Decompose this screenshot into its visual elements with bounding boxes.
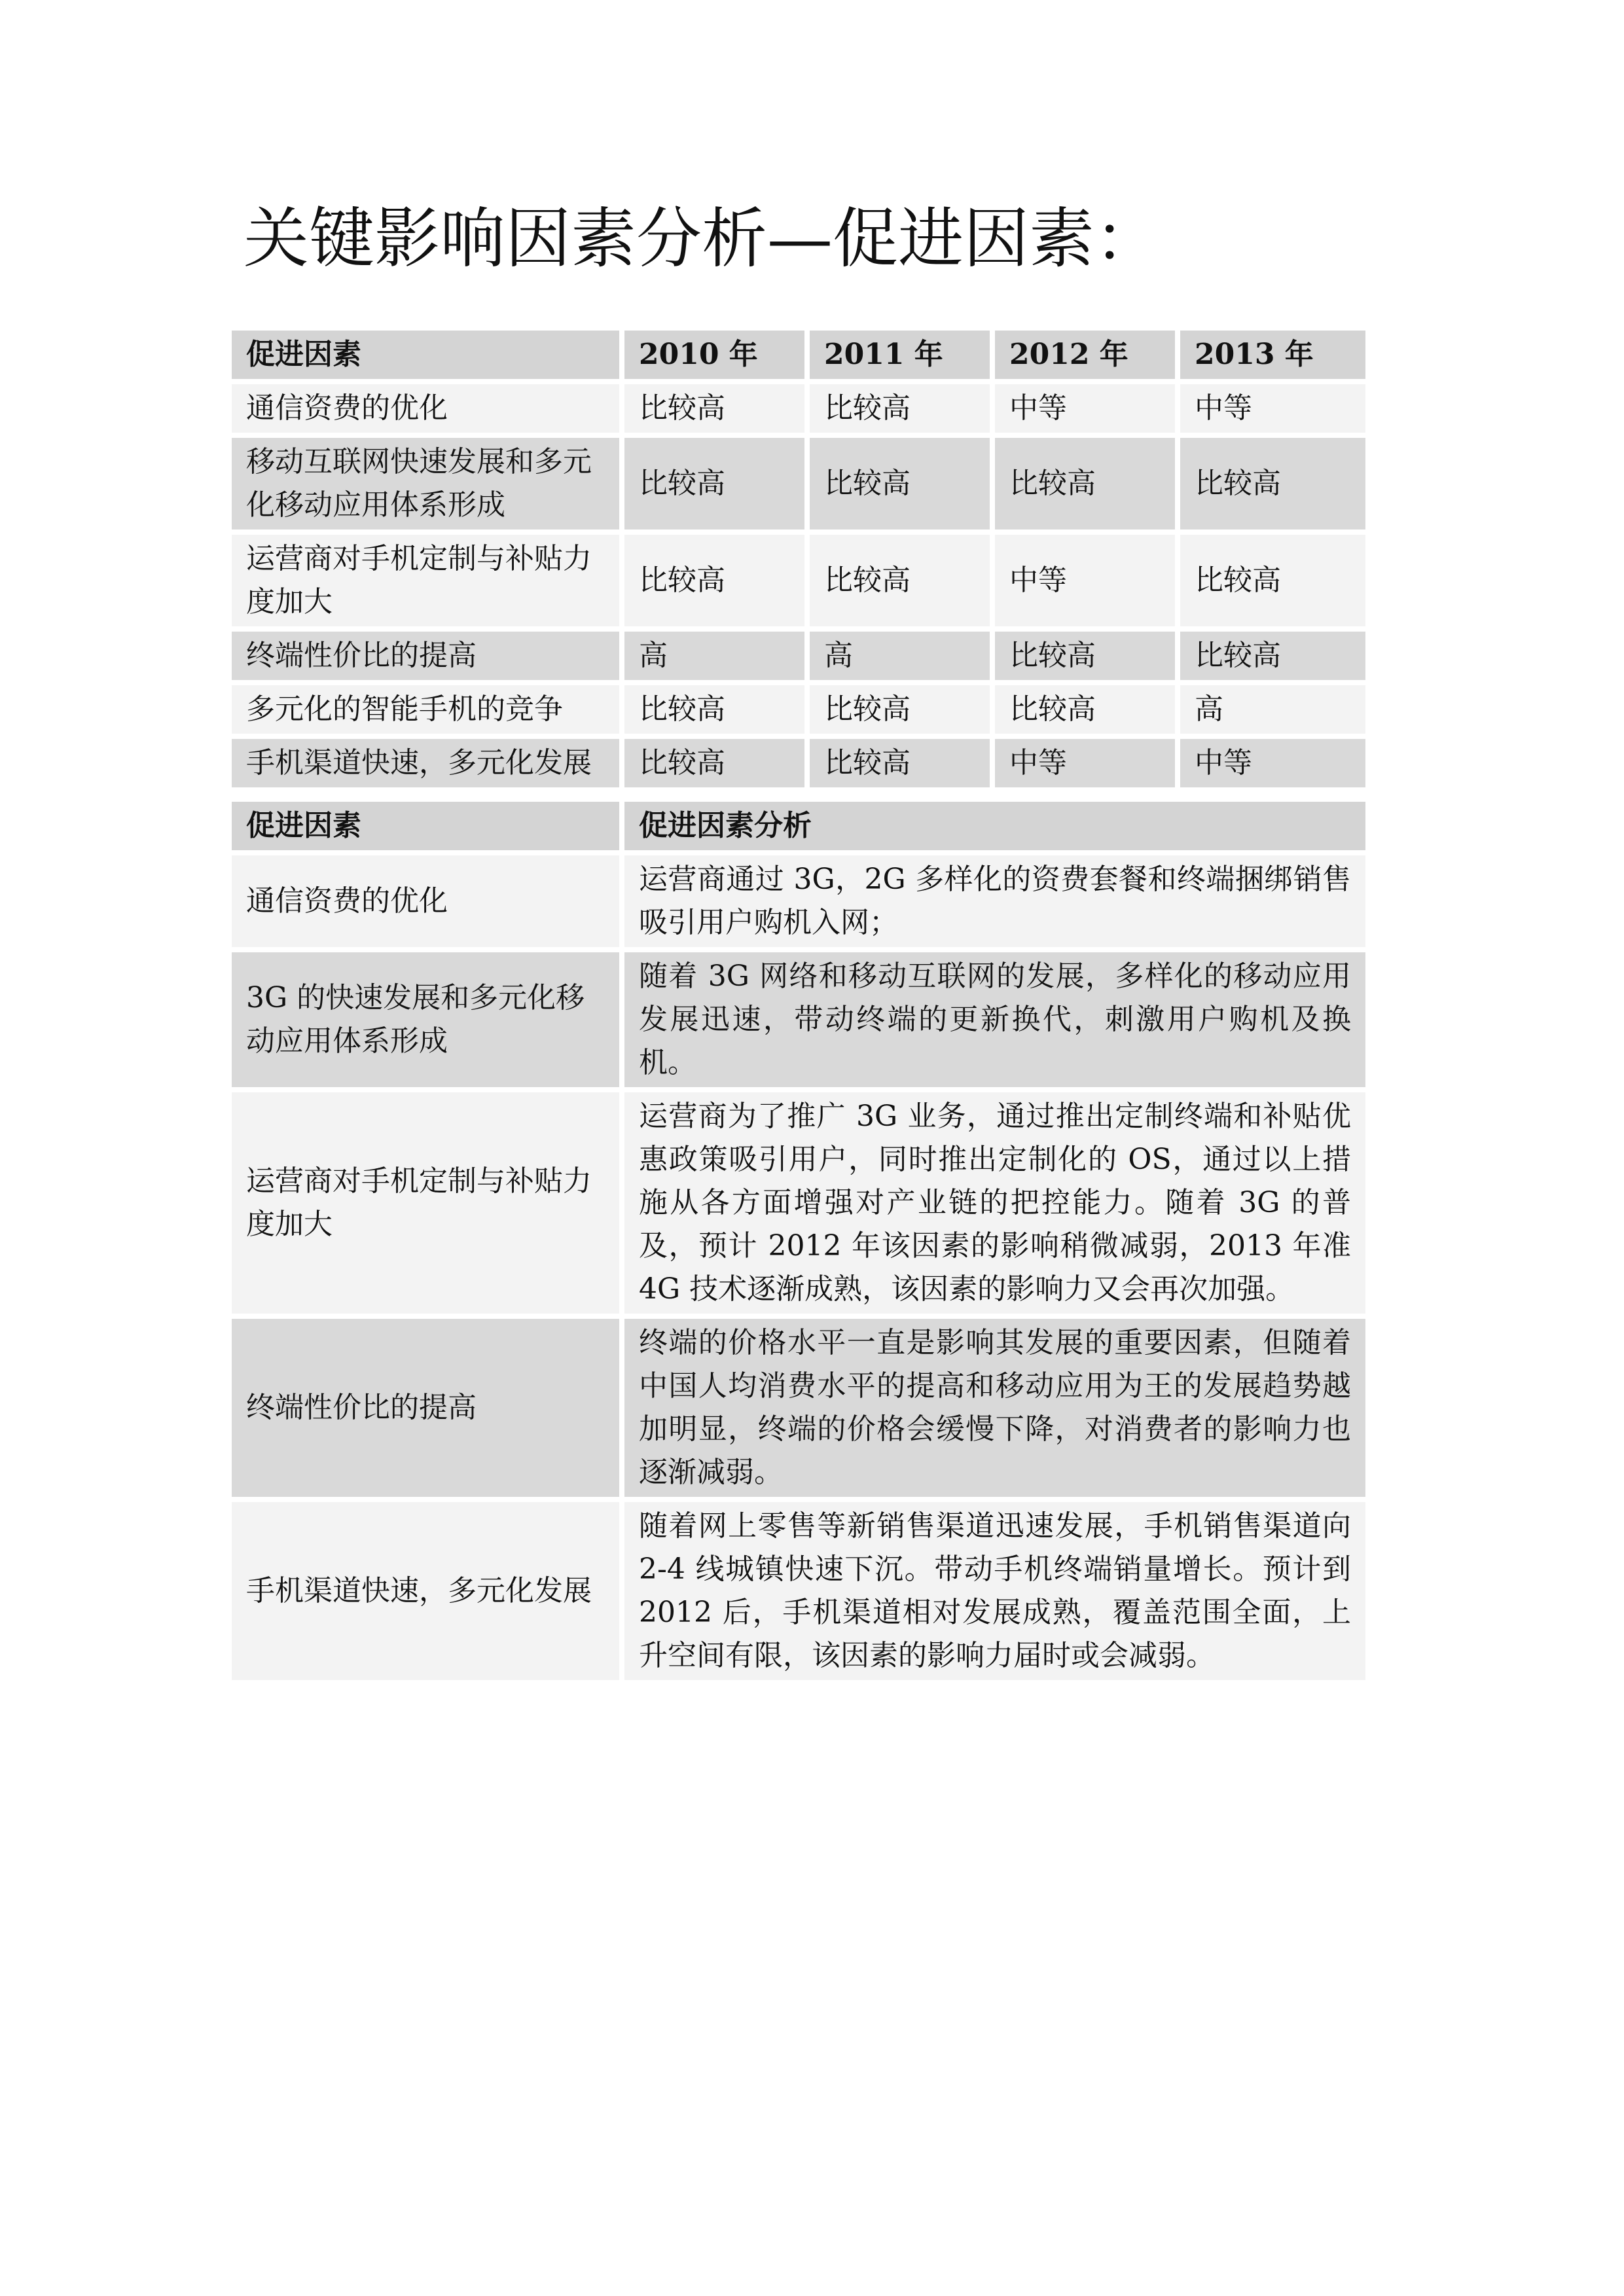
analysis-cell: 随着 3G 网络和移动互联网的发展，多样化的移动应用发展迅速，带动终端的更新换代，刺激用户购机及换机。 [624,952,1365,1092]
level-cell: 比较高 [810,739,995,793]
table-row [232,632,1365,685]
level-cell: 比较高 [624,438,810,535]
analysis-cell: 随着网上零售等新销售渠道迅速发展，手机销售渠道向 2-4 线城镇快速下沉。带动手机终端销量增长。预计到 2012 后，手机渠道相对发展成熟，覆盖范围全面，上升空间有限，该因素的影响力届时或会减弱。 [624,1502,1365,1685]
level-cell: 中等 [1180,739,1365,793]
level-cell: 比较高 [995,685,1180,739]
factor-cell: 手机渠道快速，多元化发展 [232,739,624,793]
column-header: 促进因素 [232,802,624,855]
factor-analysis-table [232,802,1365,1685]
table-row [232,1319,1365,1502]
level-cell: 比较高 [1180,438,1365,535]
level-cell: 中等 [995,535,1180,632]
factor-cell: 移动互联网快速发展和多元化移动应用体系形成 [232,438,624,535]
level-cell: 高 [1180,685,1365,739]
analysis-cell: 运营商为了推广 3G 业务，通过推出定制终端和补贴优惠政策吸引用户，同时推出定制化的 OS，通过以上措施从各方面增强对产业链的把控能力。随着 3G 的普及，预计 2012 年该因素的影响稍微减弱，2013 年准 4G 技术逐渐成熟，该因素的影响力又会再次加强。 [624,1092,1365,1319]
column-header: 促进因素分析 [624,802,1365,855]
column-header: 2011 年 [810,331,995,384]
table-header-row [232,331,1365,384]
factor-cell: 运营商对手机定制与补贴力度加大 [232,535,624,632]
level-cell: 比较高 [810,535,995,632]
factor-cell: 终端性价比的提高 [232,632,624,685]
level-cell: 比较高 [995,438,1180,535]
level-cell: 中等 [1180,384,1365,438]
factor-cell: 手机渠道快速，多元化发展 [232,1502,624,1685]
level-cell: 比较高 [624,535,810,632]
level-cell: 比较高 [624,739,810,793]
page-title: 关键影响因素分析—促进因素： [244,200,1160,277]
factor-cell: 通信资费的优化 [232,384,624,438]
table-row [232,952,1365,1092]
level-cell: 中等 [995,739,1180,793]
factor-cell: 通信资费的优化 [232,855,624,952]
table-row [232,739,1365,793]
table-row [232,1092,1365,1319]
table-header-row [232,802,1365,855]
level-cell: 比较高 [624,685,810,739]
factor-cell: 3G 的快速发展和多元化移动应用体系形成 [232,952,624,1092]
factor-cell: 终端性价比的提高 [232,1319,624,1502]
column-header: 2013 年 [1180,331,1365,384]
column-header: 2010 年 [624,331,810,384]
level-cell: 比较高 [810,384,995,438]
level-cell: 比较高 [1180,535,1365,632]
table-row [232,685,1365,739]
level-cell: 高 [810,632,995,685]
level-cell: 中等 [995,384,1180,438]
level-cell: 比较高 [810,685,995,739]
column-header: 促进因素 [232,331,624,384]
table-row [232,384,1365,438]
factor-level-table [232,331,1365,793]
analysis-cell: 终端的价格水平一直是影响其发展的重要因素，但随着中国人均消费水平的提高和移动应用为王的发展趋势越加明显，终端的价格会缓慢下降，对消费者的影响力也逐渐减弱。 [624,1319,1365,1502]
column-header: 2012 年 [995,331,1180,384]
analysis-cell: 运营商通过 3G，2G 多样化的资费套餐和终端捆绑销售吸引用户购机入网； [624,855,1365,952]
table-row [232,855,1365,952]
table-row [232,535,1365,632]
factor-cell: 多元化的智能手机的竞争 [232,685,624,739]
level-cell: 比较高 [1180,632,1365,685]
level-cell: 比较高 [810,438,995,535]
level-cell: 比较高 [624,384,810,438]
table-row [232,1502,1365,1685]
level-cell: 比较高 [995,632,1180,685]
table-row [232,438,1365,535]
factor-cell: 运营商对手机定制与补贴力度加大 [232,1092,624,1319]
level-cell: 高 [624,632,810,685]
